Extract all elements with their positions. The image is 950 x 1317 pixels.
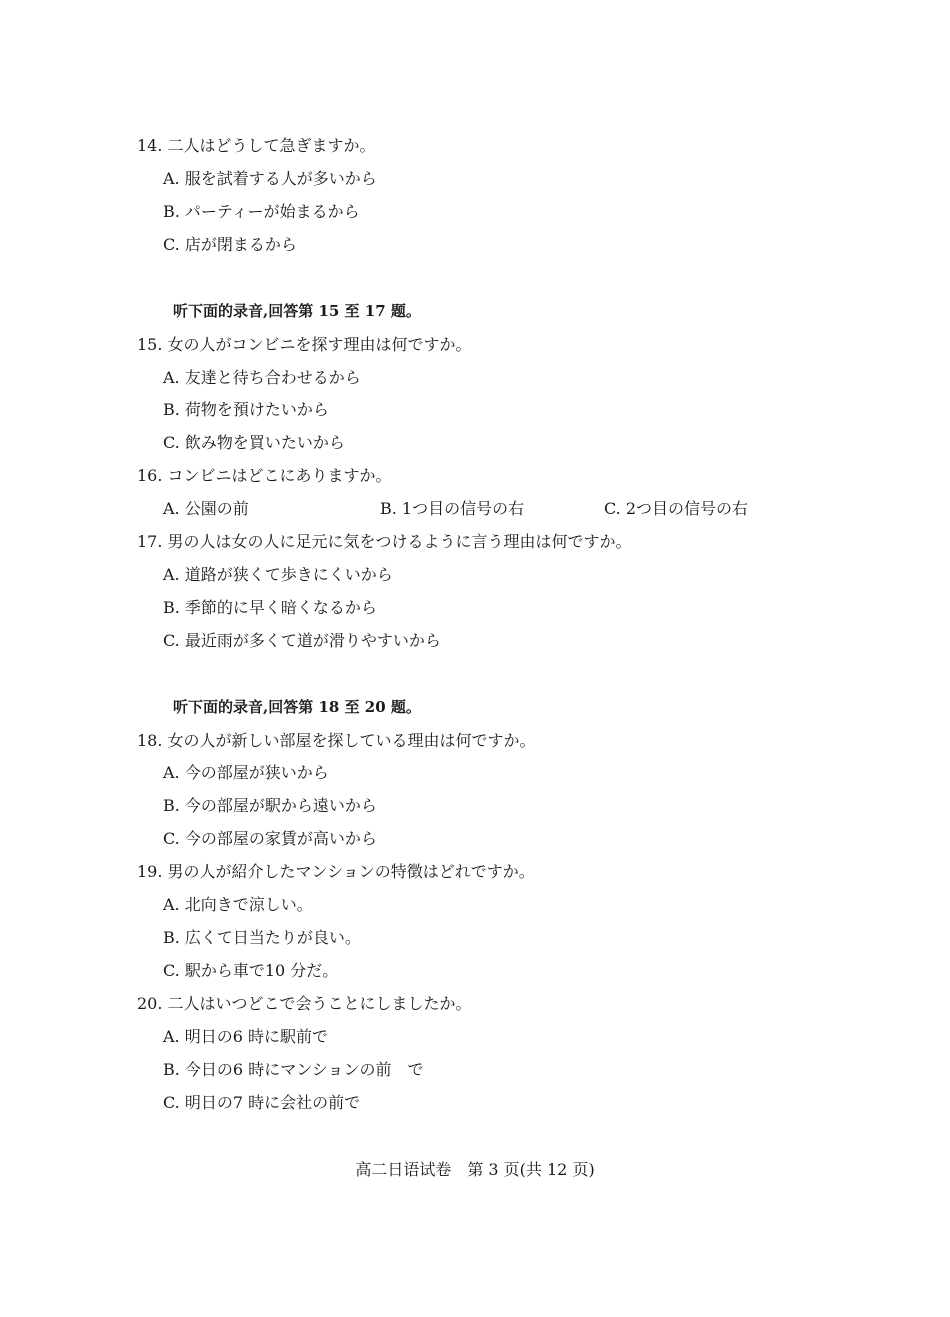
- q20-option-c: C. 明日の7 時に会社の前で: [163, 1093, 361, 1112]
- q16-option-c: C. 2つ目の信号の右: [604, 499, 749, 518]
- q18-option-a: A. 今の部屋が狭いから: [163, 763, 329, 782]
- listening-instruction-15-17: 听下面的录音,回答第 15 至 17 题。: [173, 302, 421, 320]
- page-footer: 高二日语试卷 第 3 页(共 12 页): [355, 1160, 595, 1179]
- q20-option-b: B. 今日の6 時にマンションの前 で: [163, 1060, 424, 1079]
- q17-option-b: B. 季節的に早く暗くなるから: [163, 598, 377, 617]
- q20-option-a: A. 明日の6 時に駅前で: [163, 1027, 328, 1046]
- q16-option-a: A. 公園の前: [163, 499, 249, 518]
- q18-option-b: B. 今の部屋が駅から遠いから: [163, 796, 377, 815]
- question-19: 19. 男の人が紹介したマンションの特徴はどれですか。: [137, 862, 535, 881]
- q15-option-c: C. 飲み物を買いたいから: [163, 433, 345, 452]
- question-14: 14. 二人はどうして急ぎますか。: [137, 136, 376, 155]
- q16-option-b: B. 1つ目の信号の右: [380, 499, 525, 518]
- q14-option-c: C. 店が閉まるから: [163, 235, 297, 254]
- question-18: 18. 女の人が新しい部屋を探している理由は何ですか。: [137, 731, 536, 750]
- question-16: 16. コンビニはどこにありますか。: [137, 466, 392, 485]
- q19-option-c: C. 駅から車で10 分だ。: [163, 961, 339, 980]
- q15-option-b: B. 荷物を預けたいから: [163, 400, 329, 419]
- q14-option-b: B. パーティーが始まるから: [163, 202, 360, 221]
- q15-option-a: A. 友達と待ち合わせるから: [163, 368, 361, 387]
- listening-instruction-18-20: 听下面的录音,回答第 18 至 20 题。: [173, 698, 421, 716]
- question-15: 15. 女の人がコンビニを探す理由は何ですか。: [137, 335, 472, 354]
- q14-option-a: A. 服を試着する人が多いから: [163, 169, 377, 188]
- q19-option-a: A. 北向きで涼しい。: [163, 895, 313, 914]
- q19-option-b: B. 広くて日当たりが良い。: [163, 928, 361, 947]
- question-17: 17. 男の人は女の人に足元に気をつけるように言う理由は何ですか。: [137, 532, 632, 551]
- question-20: 20. 二人はいつどこで会うことにしましたか。: [137, 994, 472, 1013]
- q17-option-c: C. 最近雨が多くて道が滑りやすいから: [163, 631, 441, 650]
- q17-option-a: A. 道路が狭くて歩きにくいから: [163, 565, 393, 584]
- q18-option-c: C. 今の部屋の家賃が高いから: [163, 829, 377, 848]
